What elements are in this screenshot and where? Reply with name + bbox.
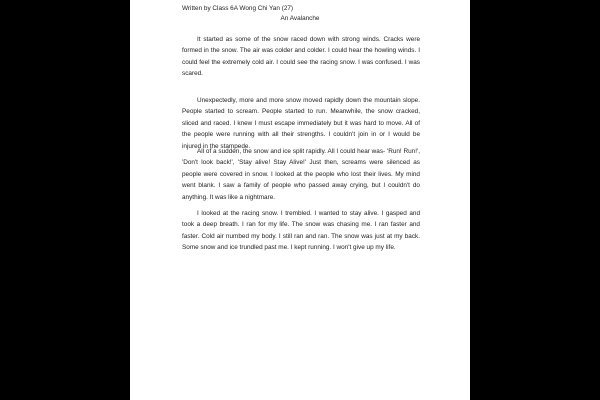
paragraph: I looked at the racing snow. I trembled. I wanted to stay alive. I gasped and took a deep breath. I ran for my life. The snow was chasing me. I ran faster and faster. Cold air numbed my body. I still ran and ran. The snow was just at my back. Some snow and ice trundled past me. I kept running. I won't give up my life. xyxy=(182,210,420,252)
document-page xyxy=(130,0,470,400)
paragraph: It started as some of the snow raced down with strong winds. Cracks were formed in the snow. The air was colder and colder. I could hear the howling winds. I could feel the extremely cold air. I could see the racing snow. I was confused. I was scared. xyxy=(182,36,420,78)
author-byline: Written by Class 6A Wong Chi Yan (27) xyxy=(182,5,294,12)
paragraph: Unexpectedly, more and more snow moved rapidly down the mountain slope. People started to scream. People started to run. Meanwhile, the snow cracked, sliced and raced. I knew I must escape immediately but it was hard to move. All of the people were running with all their strengths. I couldn't join in or I would be injured in the stampede. xyxy=(182,97,420,150)
document-title: An Avalanche xyxy=(280,15,320,22)
paragraph: All of a sudden, the snow and ice split rapidly. All I could hear was- 'Run! Run!', 'Don't look back!', 'Stay alive! Stay Alive!' Just then, screams were silenced as people were covered in snow. I looked at the people who lost their lives. My mind went blank. I saw a family of people who passed away crying, but I couldn't do anything. It was like a nightmare. xyxy=(182,148,420,201)
